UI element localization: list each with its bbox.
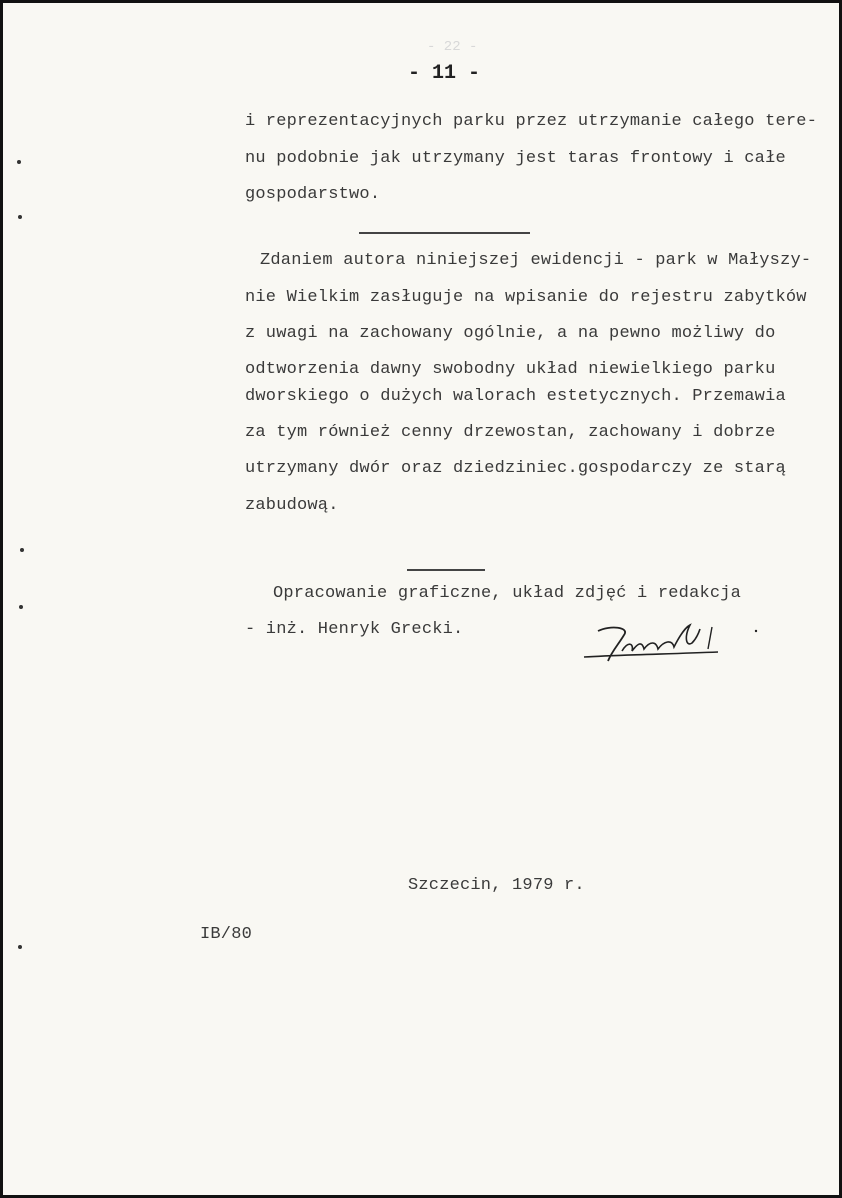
- credits-line1: Opracowanie graficzne, układ zdjęć i redakcja: [273, 584, 742, 603]
- paragraph1-line1: i reprezentacyjnych parku przez utrzymanie całego tere-: [245, 112, 818, 131]
- margin-speck: [18, 945, 22, 949]
- paragraph2-line5: dworskiego o dużych walorach estetycznych. Przemawia: [245, 387, 786, 406]
- credits-divider: [407, 569, 485, 571]
- margin-speck: [20, 548, 24, 552]
- paragraph2-line1: Zdaniem autora niniejszej ewidencji - park w Małyszy-: [260, 251, 812, 270]
- reference-code: IB/80: [200, 925, 253, 944]
- paragraph1-line2: nu podobnie jak utrzymany jest taras frontowy i całe: [245, 149, 786, 168]
- credits-line2: - inż. Henryk Grecki.: [245, 620, 464, 639]
- faint-header-mark: - 22 -: [427, 39, 478, 55]
- page-number: - 11 -: [408, 62, 481, 85]
- paragraph2-line8: zabudową.: [245, 496, 339, 515]
- paragraph2-line3: z uwagi na zachowany ogólnie, a na pewno możliwy do: [245, 324, 776, 343]
- margin-speck: [17, 160, 21, 164]
- margin-speck: [18, 215, 22, 219]
- signature: [578, 621, 768, 669]
- paragraph2-line2: nie Wielkim zasługuje na wpisanie do rejestru zabytków: [245, 288, 807, 307]
- margin-speck: [19, 605, 23, 609]
- paragraph1-line3: gospodarstwo.: [245, 185, 381, 204]
- paragraph2-line6: za tym również cenny drzewostan, zachowany i dobrze: [245, 423, 776, 442]
- paragraph2-line4: odtworzenia dawny swobodny układ niewielkiego parku: [245, 360, 776, 379]
- place-and-date: Szczecin, 1979 r.: [408, 876, 585, 895]
- section-divider: [359, 232, 530, 234]
- paragraph2-line7: utrzymany dwór oraz dziedziniec.gospodarczy ze starą: [245, 459, 786, 478]
